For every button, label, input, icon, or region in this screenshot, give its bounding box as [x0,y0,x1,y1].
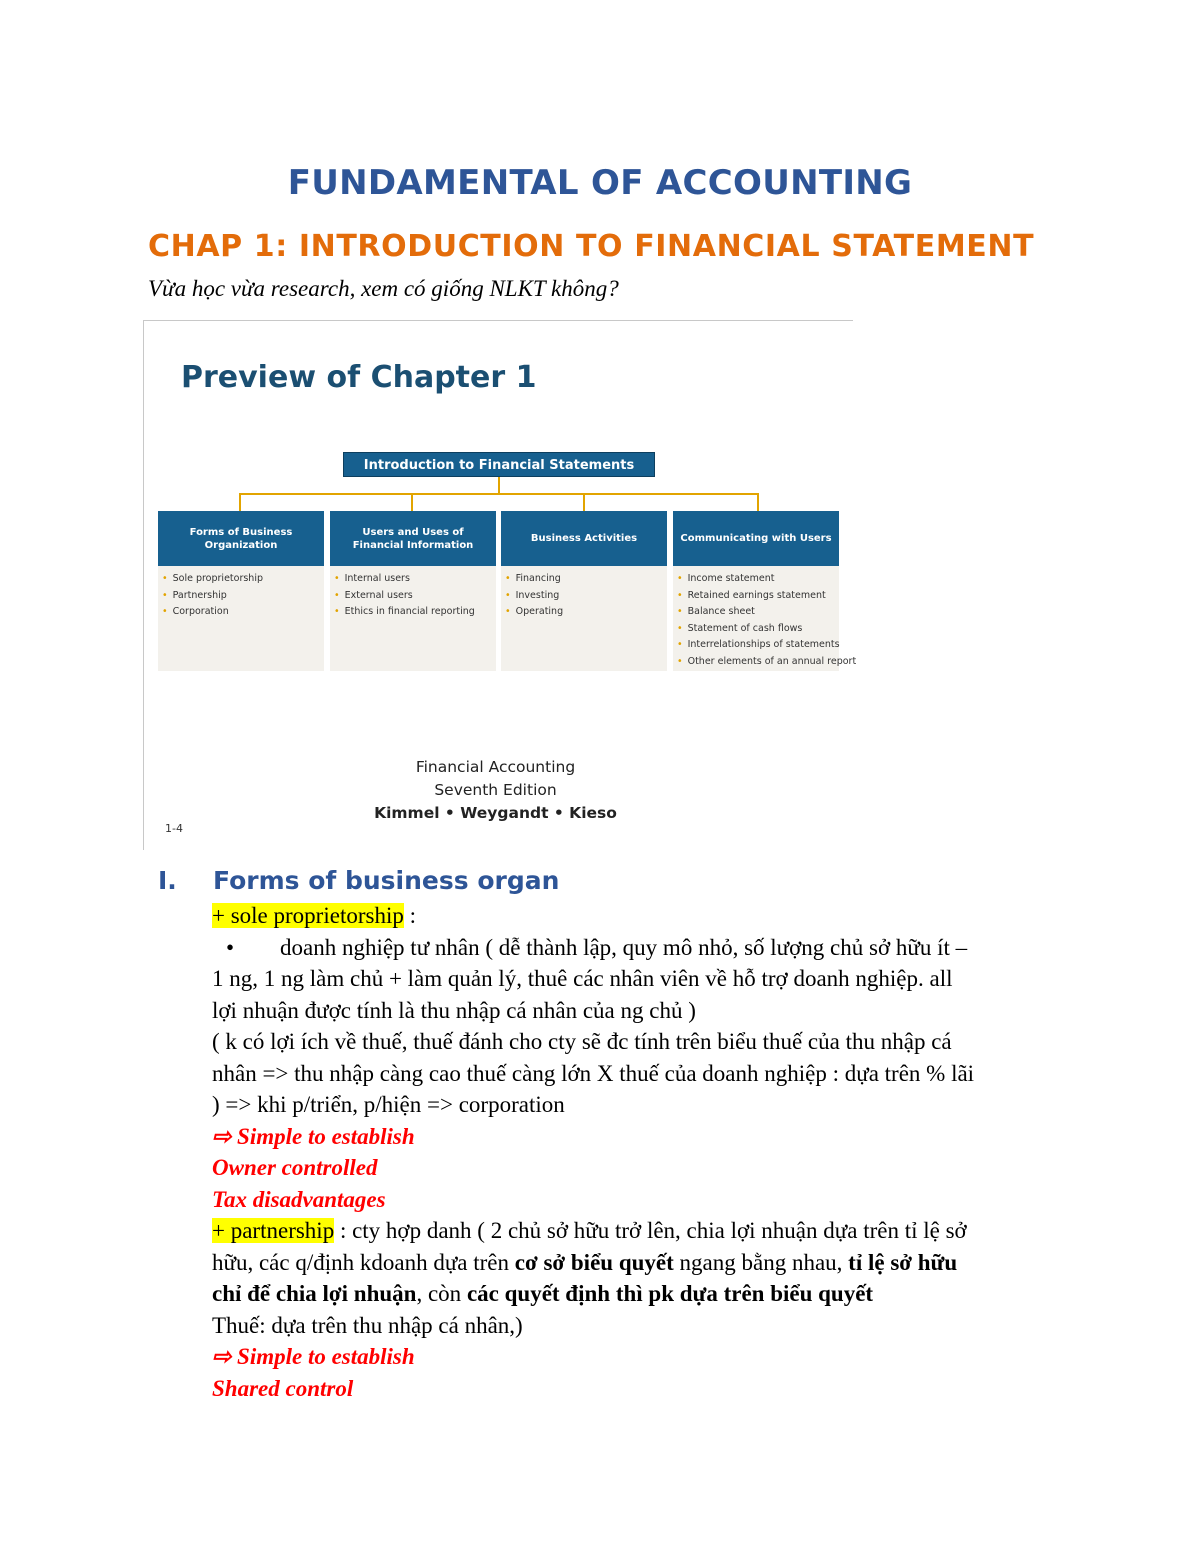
column-item: • Balance sheet [677,604,835,621]
paragraph-text: hữu, các q/định kdoanh dựa trên [212,1249,515,1275]
diagram-column-forms [158,511,324,671]
bullet-icon: • [226,934,235,960]
connector-drop-3 [583,493,585,511]
advantage-text: Shared control [212,1375,354,1401]
slide-border-left [143,320,144,850]
column-item: • External users [334,588,492,605]
paragraph-text: : cty hợp danh ( 2 chủ sở hữu trở lên, chia lợi nhuận dựa trên tỉ lệ sở [334,1218,967,1243]
column-item: • Ethics in financial reporting [334,604,492,621]
paragraph-text: ( k có lợi ích về thuế, thuế đánh cho cty sẽ đc tính trên biểu thuế của thu nhập cá [212,1029,952,1054]
chapter-heading: CHAP 1: INTRODUCTION TO FINANCIAL STATEMENT [148,229,1035,264]
caption-edition: Seventh Edition [434,781,557,799]
bold-text: chỉ để chia lợi nhuận [212,1281,417,1306]
column-item: • Retained earnings statement [677,588,835,605]
section-body [212,900,1062,1404]
paragraph-text: 1 ng, 1 ng làm chủ + làm quản lý, thuê các nhân viên về hỗ trợ doanh nghiệp. all [212,966,953,991]
advantage-text: Simple to establish [237,1344,415,1369]
column-item: • Investing [505,588,663,605]
section-title: Forms of business organ [213,866,560,895]
paragraph-text: lợi nhuận được tính là thu nhập cá nhân của ng chủ ) [212,997,696,1023]
paragraph-text: , còn [416,1281,467,1306]
advantage-line [212,1121,1062,1153]
bold-text: tỉ lệ sở hữu [848,1249,958,1275]
paragraph-text: nhân => thu nhập càng cao thuế càng lớn X thuế của doanh nghiệp : dựa trên % lãi [212,1060,975,1086]
partnership-label: + partnership [212,1218,335,1243]
advantage-text: Tax disadvantages [212,1186,386,1212]
sole-label-line [212,900,1062,932]
bullet-line [212,932,1062,964]
paragraph-line [212,1247,1062,1279]
column-head: Users and Uses of Financial Information [330,511,496,566]
paragraph-text: Thuế: dựa trên thu nhập cá nhân,) [212,1312,523,1338]
paragraph-text: ) => khi p/triển, p/hiện => corporation [212,1092,565,1117]
advantage-line [212,1341,1062,1373]
column-body [501,566,667,671]
connector-drop-4 [757,493,759,511]
column-item: • Other elements of an annual report [677,654,835,671]
column-body [158,566,324,671]
column-head: Communicating with Users [673,511,839,566]
arrow-icon: ⇨ [212,1123,232,1149]
column-body [330,566,496,671]
section-heading [158,866,559,895]
subtitle-note: Vừa học vừa research, xem có giống NLKT không? [148,276,619,301]
diagram-column-communicating [673,511,857,671]
column-item: • Partnership [162,588,320,605]
paragraph-text: doanh nghiệp tư nhân ( dễ thành lập, quy mô nhỏ, số lượng chủ sở hữu ít – [280,934,968,960]
column-item: • Income statement [677,571,835,588]
slide-page-number: 1-4 [165,822,183,835]
connector-drop-2 [411,493,413,511]
connector-stem [498,477,500,494]
partnership-line [212,1215,1062,1247]
bold-text: cơ sở biểu quyết [514,1249,674,1275]
column-head: Forms of Business Organization [158,511,324,566]
slide-border-top [143,320,853,321]
advantage-text: Simple to establish [237,1123,415,1149]
slide-title: Preview of Chapter 1 [181,360,537,395]
connector-bar [239,493,759,495]
advantage-text: Owner controlled [212,1155,378,1180]
chapter-preview-slide [143,320,857,850]
column-item: • Corporation [162,604,320,621]
column-item: • Statement of cash flows [677,621,835,638]
column-item: • Financing [505,571,663,588]
column-item: • Interrelationships of statements [677,637,835,654]
arrow-icon: ⇨ [212,1344,232,1369]
document-title: FUNDAMENTAL OF ACCOUNTING [287,163,913,203]
diagram-root-box: Introduction to Financial Statements [343,452,655,477]
bold-text: các quyết định thì pk dựa trên biểu quyết [466,1281,874,1306]
colon: : [403,903,416,928]
column-body [673,566,857,671]
diagram-column-activities [501,511,667,671]
column-item: • Sole proprietorship [162,571,320,588]
caption-authors: Kimmel • Weygandt • Kieso [374,804,617,822]
column-item: • Operating [505,604,663,621]
sole-proprietorship-label: + sole proprietorship [212,903,404,928]
diagram-column-users [330,511,496,671]
caption-book-title: Financial Accounting [415,758,576,776]
paragraph-text: ngang bằng nhau, [673,1249,849,1275]
column-item: • Internal users [334,571,492,588]
connector-drop-1 [239,493,241,511]
column-head: Business Activities [501,511,667,566]
section-number: I. [158,866,177,895]
paragraph-line [212,1278,1062,1310]
book-caption [343,756,648,825]
